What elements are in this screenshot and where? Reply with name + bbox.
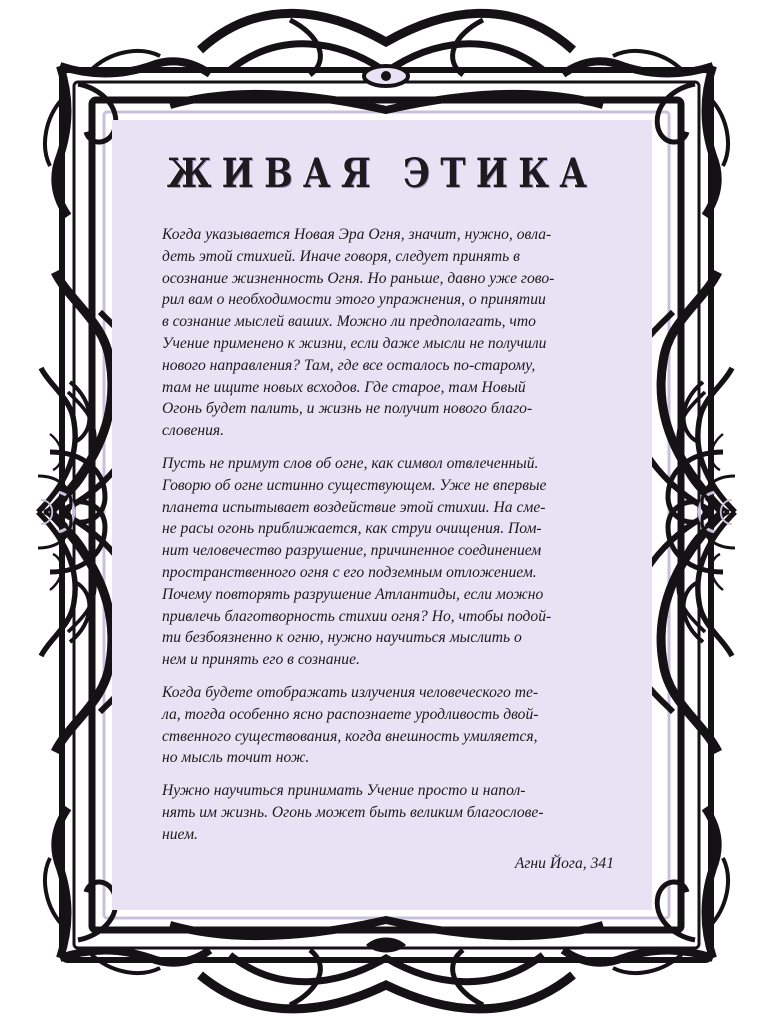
page-title: ЖИВАЯ ЭТИКА [166,150,598,197]
text-line: Когда будете отображать излучения человеческого те- [162,683,539,701]
paragraph [158,224,614,442]
text-line: пространственного огня с его подземным отложением. [162,563,537,581]
text-line: ственного существования, когда внешность умиляется, [162,727,538,745]
text-line: нять им жизнь. Огонь может быть великим благослове- [162,803,544,821]
text-line: Нужно научиться принимать Учение просто и напол- [162,782,526,800]
text-line: планета испытывает воздействие этой стихии. На сме- [162,498,546,516]
text-line: рил вам о необходимости этого упражнения, о принятии [162,291,546,309]
text-line: Пусть не примут слов об огне, как символ отвлеченный. [162,454,539,472]
text-line: Учение применено к жизни, если даже мысли не получили [162,334,547,352]
paragraph [158,453,614,671]
text-line: Огонь будет палить, и жизнь не получит нового благо- [162,400,533,418]
text-line: Когда указывается Новая Эра Огня, значит, нужно, овла- [162,226,552,243]
text-line: но мысль точит нож. [162,749,310,767]
paragraph [158,780,614,845]
text-line: там не ищите новых всходов. Где старое, там Новый [162,378,526,396]
text-line: словения. [162,422,225,440]
text-line: в сознание мыслей ваших. Можно ли предполагать, что [162,313,536,331]
top-crest [170,13,603,110]
paragraph [158,682,614,769]
text-line: нем и принять его в сознание. [162,651,360,669]
text-line: Почему повторять разрушение Атлантиды, если можно [162,585,544,603]
text-line: привлечь благотворность стихии огня? Но, чтобы подой- [162,607,552,625]
text-line: нием. [162,825,198,843]
text-line: нит человечество разрушение, причиненное соединением [162,542,542,560]
text-line: деть этой стихией. Иначе говоря, следует принять в [162,247,520,265]
text-line: ла, тогда особенно ясно распознаете уродливость двой- [162,705,539,723]
text-line: Говорю об огне истинно существующем. Уже не впервые [162,476,547,494]
text-line: ти безбоязненно к огню, нужно научиться мыслить о [162,629,522,647]
text-line: не расы огонь приближается, как струи очищения. Пом- [162,520,542,538]
signature: Агни Йога, 341 [514,854,614,872]
text-line: нового направления? Там, где все осталось по-старому, [162,356,536,374]
text-line: осознание жизненность Огня. Но раньше, давно уже гово- [162,269,555,287]
body-text [158,224,614,874]
